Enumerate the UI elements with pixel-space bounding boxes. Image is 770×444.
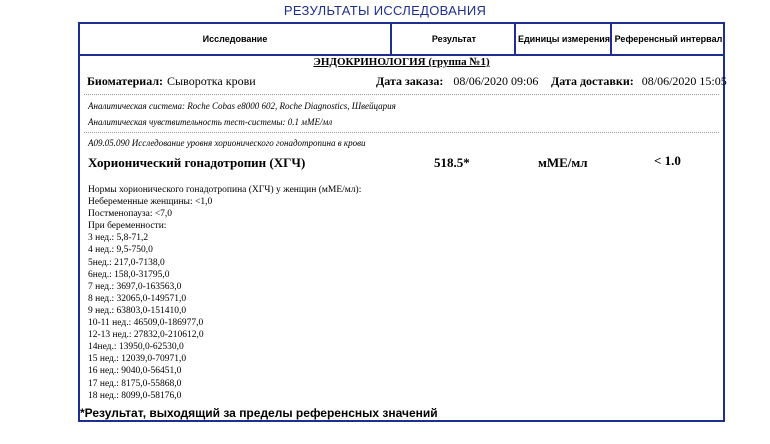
list-item: 12-13 нед.: 27832,0-210612,0 xyxy=(88,330,204,341)
header-test: Исследование xyxy=(202,33,268,44)
biomaterial-row xyxy=(87,72,256,90)
list-item: Небеременные женщины: <1,0 xyxy=(88,197,213,208)
test-code: A09.05.090 Исследование уровня хорионического гонадотропина в крови xyxy=(88,138,366,148)
test-name: Хорионический гонадотропин (ХГЧ) xyxy=(88,155,306,170)
table-header xyxy=(80,24,723,56)
delivery-date-row xyxy=(551,72,727,90)
order-date-row xyxy=(376,72,538,90)
list-item: 5нед.: 217,0-7138,0 xyxy=(88,257,165,268)
order-date-value: 08/06/2020 09:06 xyxy=(453,74,539,88)
divider xyxy=(84,94,719,95)
section-title: ЭНДОКРИНОЛОГИЯ (группа №1) xyxy=(313,56,490,68)
list-item: 4 нед.: 9,5-750,0 xyxy=(88,245,153,256)
delivery-date-value: 08/06/2020 15:05 xyxy=(641,74,727,88)
list-item: 9 нед.: 63803,0-151410,0 xyxy=(88,305,187,316)
list-item: Постменопауза: <7,0 xyxy=(88,209,173,220)
test-reference: < 1.0 xyxy=(654,153,681,168)
list-item: 3 нед.: 5,8-71,2 xyxy=(88,233,149,244)
list-item: 17 нед.: 8175,0-55868,0 xyxy=(88,378,182,389)
order-date-label: Дата заказа: xyxy=(376,74,444,88)
list-item: При беременности: xyxy=(88,221,167,232)
footnote: *Результат, выходящий за пределы референсных значений xyxy=(80,406,438,420)
divider xyxy=(84,132,719,133)
norms-list xyxy=(88,184,361,402)
header-result: Результат xyxy=(390,24,516,54)
list-item: 18 нед.: 8099,0-58176,0 xyxy=(88,390,182,401)
header-units: Единицы измерения xyxy=(514,24,612,54)
list-item: 7 нед.: 3697,0-163563,0 xyxy=(88,281,182,292)
list-item: 8 нед.: 32065,0-149571,0 xyxy=(88,293,187,304)
results-table xyxy=(78,22,725,422)
biomaterial-label: Биоматериал: xyxy=(87,74,164,88)
sensitivity: Аналитическая чувствительность тест-системы: 0.1 мМЕ/мл xyxy=(88,117,333,127)
delivery-date-label: Дата доставки: xyxy=(551,74,634,88)
biomaterial-value: Сыворотка крови xyxy=(167,74,256,88)
list-item: 14нед.: 13950,0-62530,0 xyxy=(88,342,184,353)
list-item: 16 нед.: 9040,0-56451,0 xyxy=(88,366,182,377)
page-title: РЕЗУЛЬТАТЫ ИССЛЕДОВАНИЯ xyxy=(283,3,487,18)
list-item: 6нед.: 158,0-31795,0 xyxy=(88,269,170,280)
list-item: 15 нед.: 12039,0-70971,0 xyxy=(88,354,187,365)
list-item: 10-11 нед.: 46509,0-186977,0 xyxy=(88,318,204,329)
test-units: мМЕ/мл xyxy=(538,155,588,170)
list-item: Нормы хорионического гонадотропина (ХГЧ) у женщин (мМЕ/мл): xyxy=(88,185,362,195)
header-reference: Референсный интервал xyxy=(610,24,725,54)
test-result: 518.5* xyxy=(434,155,470,170)
analytic-system: Аналитическая система: Roche Cobas e8000 602, Roche Diagnostics, Швейцария xyxy=(88,101,396,111)
